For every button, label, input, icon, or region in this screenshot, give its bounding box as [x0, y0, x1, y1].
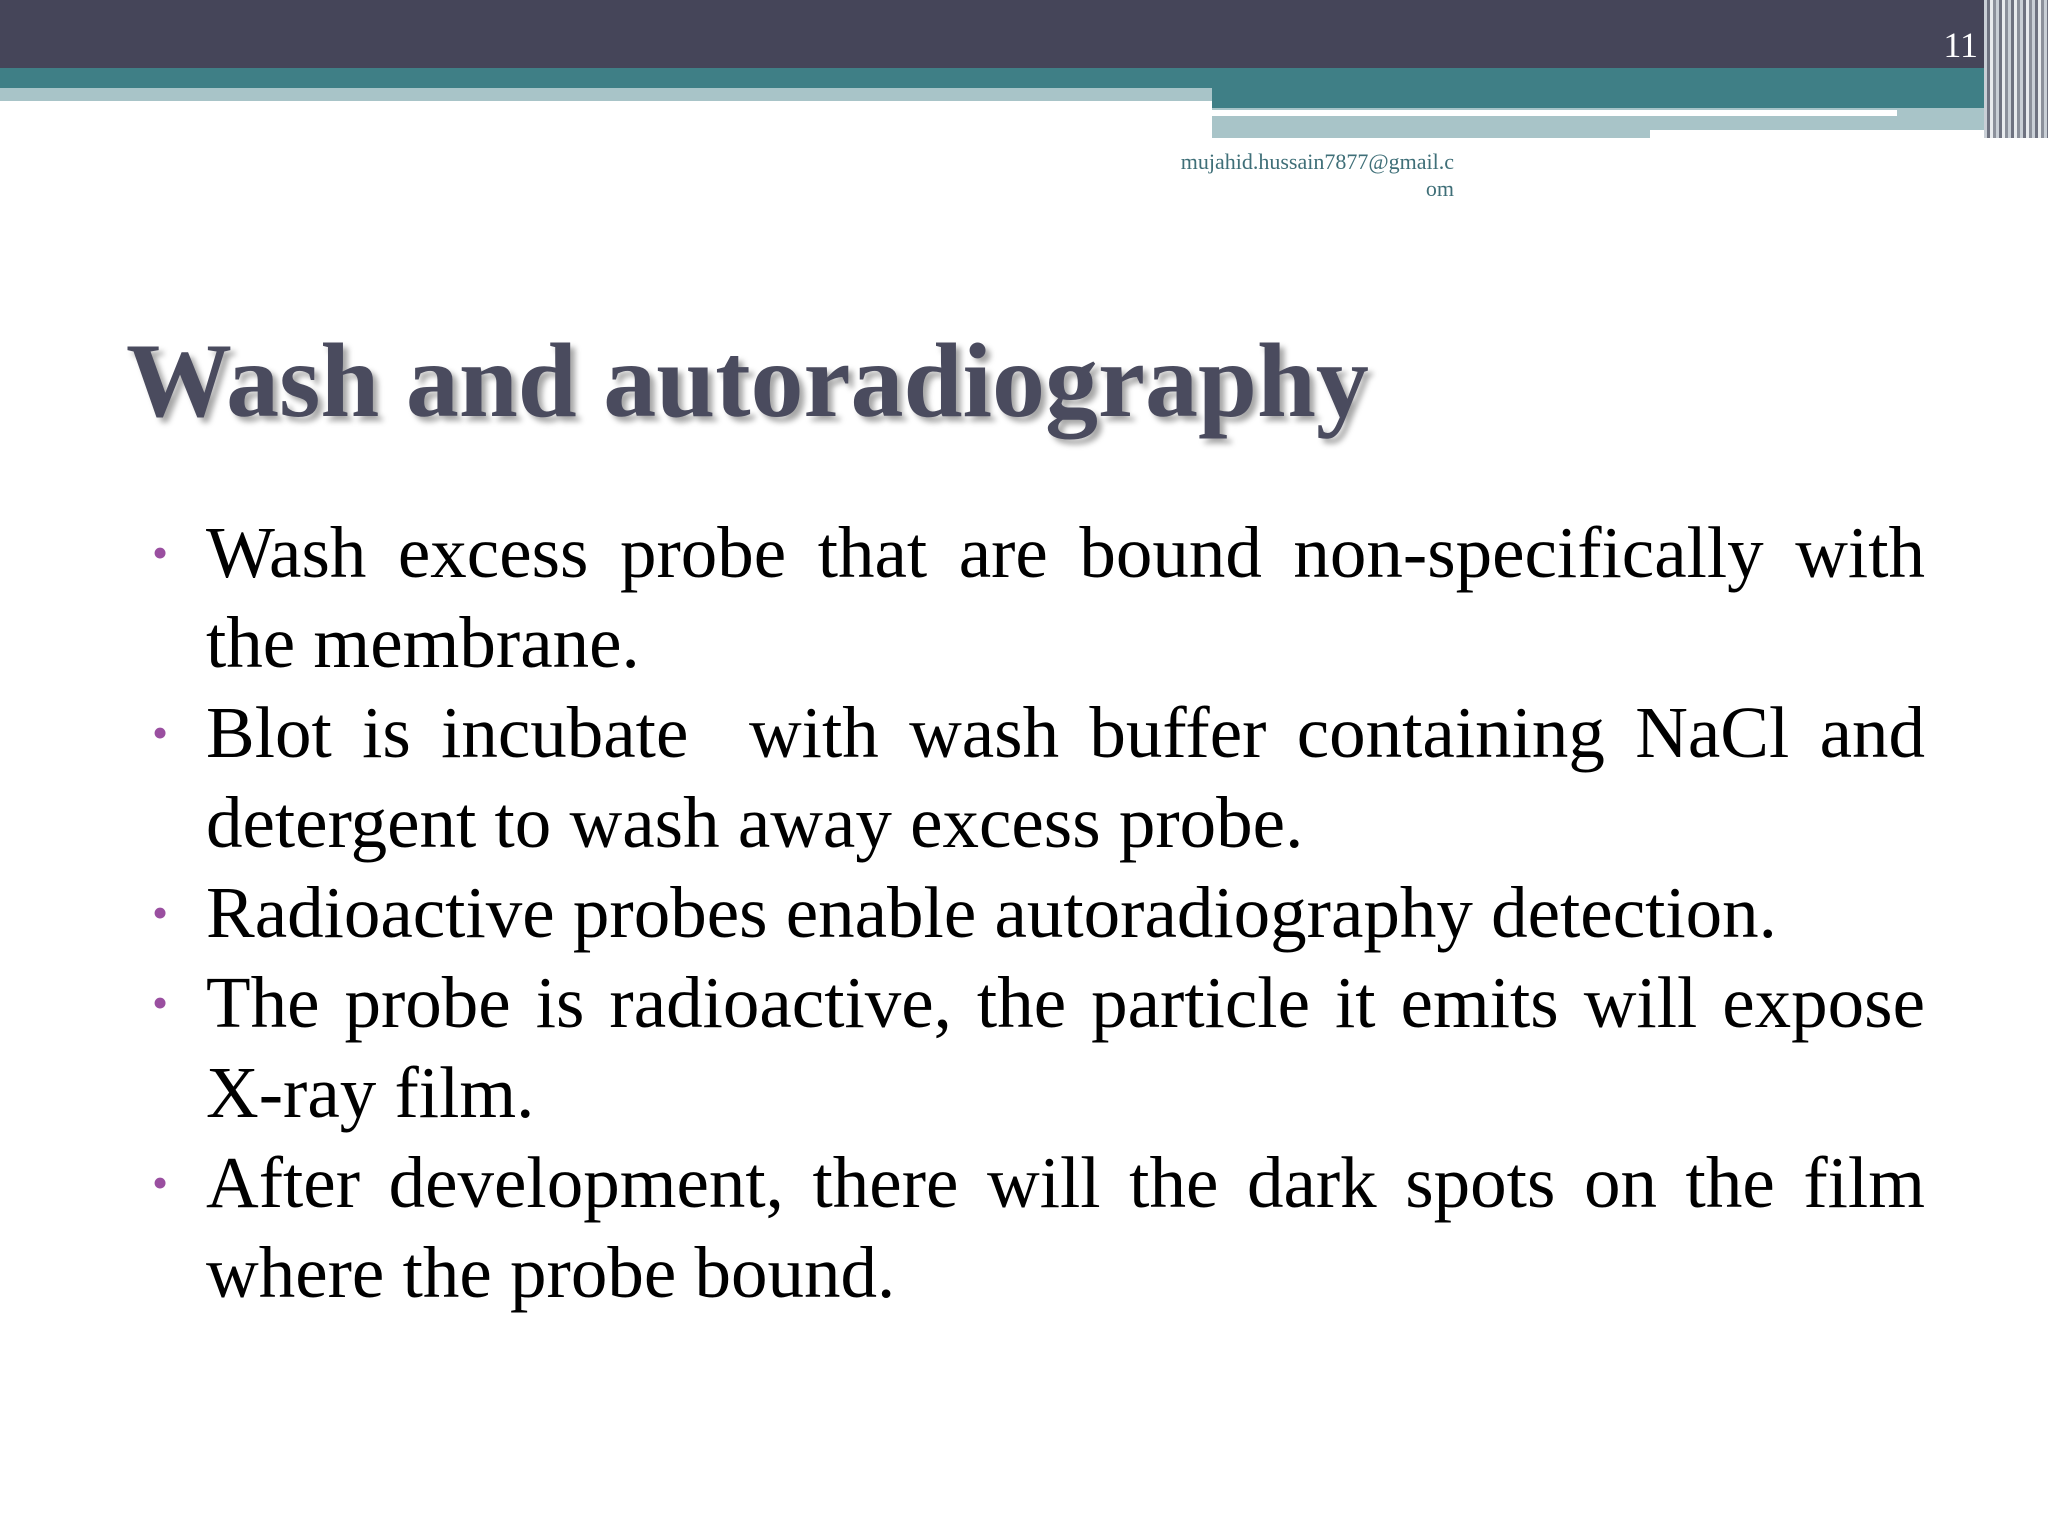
page-number: 11: [1943, 25, 1978, 65]
list-item: [140, 868, 1925, 958]
list-item: [140, 1138, 1925, 1318]
bullet-text: Wash excess probe that are bound non-specifically with the membrane.: [206, 512, 1925, 683]
header-white-line: [1212, 110, 1897, 116]
slide-title: Wash and autoradiography: [126, 322, 1369, 439]
list-item: [140, 958, 1925, 1138]
bullet-text: Blot is incubate with wash buffer containing NaCl and detergent to wash away excess probe.: [206, 692, 1944, 863]
bullet-icon: •: [152, 887, 169, 938]
header-teal-bar: [0, 68, 2048, 88]
bullet-icon: •: [152, 1157, 169, 1208]
list-item: [140, 688, 1944, 868]
header-dark-bar: [0, 0, 2048, 68]
bullet-text: The probe is radioactive, the particle it emits will expose X-ray film.: [206, 962, 1925, 1133]
list-item: [140, 508, 1925, 688]
bullet-text: After development, there will the dark spots on the film where the probe bound.: [206, 1142, 1925, 1313]
header-step-bar: [1212, 88, 2048, 108]
author-email: mujahid.hussain7877@gmail.com: [1180, 149, 1454, 201]
bullet-icon: •: [152, 707, 169, 758]
header-stripes: [1984, 0, 2048, 138]
bullet-text: Radioactive probes enable autoradiography detection.: [206, 872, 1777, 953]
bullet-icon: •: [152, 527, 169, 578]
bullet-icon: •: [152, 977, 169, 1028]
header-light-bar: [0, 88, 1212, 101]
bullet-list: [140, 508, 1944, 1318]
